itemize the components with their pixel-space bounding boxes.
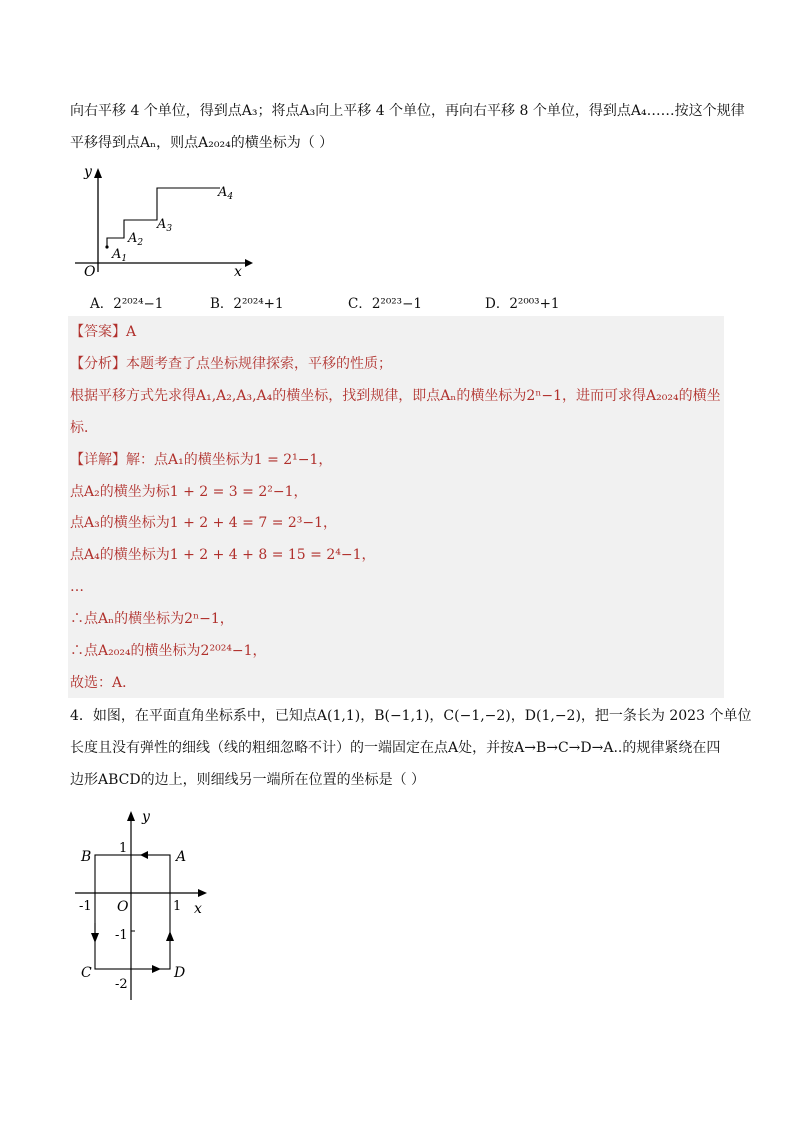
q4-arrow-a-to-b — [140, 851, 148, 859]
q3-staircase-figure — [70, 160, 270, 280]
q4-line-1: 4．如图，在平面直角坐标系中，已知点A(1,1)，B(−1,1)，C(−1,−2)，D(1,−2)，把一条长为 2023 个单位 — [70, 708, 752, 724]
q3-point-a2-label: $A_2$ — [128, 231, 144, 248]
solution-analysis-2: 根据平移方式先求得A₁,A₂,A₃,A₄的横坐标，找到规律，即点Aₙ的横坐标为2ⁿ−1，进而可求得A₂₀₂₄的横坐 — [70, 388, 721, 404]
q3-option-a-expr: 2²⁰²⁴−1 — [113, 296, 164, 312]
q4-y-axis-arrow — [127, 811, 135, 821]
q4-x-axis-arrow — [198, 889, 207, 897]
q4-line-2: 长度且没有弹性的细线（线的粗细忽略不计）的一端固定在点A处，并按A→B→C→D→A..的规律紧绕在四 — [70, 740, 721, 756]
q3-line-2: 平移得到点Aₙ，则点A₂₀₂₄的横坐标为（ ） — [70, 135, 334, 151]
q4-vertex-b-label: B — [81, 849, 92, 865]
q4-arrow-c-to-d — [152, 965, 161, 973]
q3-y-axis-arrow — [94, 168, 102, 178]
q3-line-1: 向右平移 4 个单位，得到点A₃；将点A₃向上平移 4 个单位，再向右平移 8 个单位，得到点A₄……按这个规律 — [70, 103, 745, 119]
q4-tick-label-y-1: 1 — [119, 841, 128, 856]
q4-tick-label-x-1: 1 — [173, 899, 182, 914]
q4-vertex-d-label: D — [174, 965, 186, 981]
q4-y-label: y — [142, 809, 150, 825]
q4-vertex-a-label: A — [176, 849, 187, 865]
q3-point-a4-label: $A_4$ — [218, 185, 234, 202]
solution-detail-4: 点A₄的横坐标为1 + 2 + 4 + 8 = 15 = 2⁴−1， — [70, 547, 376, 563]
q3-x-label: x — [234, 264, 242, 280]
q3-option-c-label: C． — [348, 296, 372, 312]
solution-detail-7: ∴点A₂₀₂₄的横坐标为2²⁰²⁴−1， — [70, 643, 267, 659]
solution-detail-3: 点A₃的横坐标为1 + 2 + 4 = 7 = 2³−1， — [70, 515, 338, 531]
q4-x-label: x — [194, 901, 202, 917]
q3-option-b-expr: 2²⁰²⁴+1 — [233, 296, 284, 312]
q4-rectangle-abcd — [95, 855, 170, 969]
q3-option-d-expr: 2²⁰⁰³+1 — [509, 296, 560, 312]
q4-vertex-c-label: C — [81, 965, 92, 981]
q3-option-a-label: A． — [90, 296, 114, 312]
q4-line-3: 边形ABCD的边上，则细线另一端所在位置的坐标是（ ） — [70, 772, 426, 788]
q3-point-a1-dot — [105, 245, 108, 248]
q4-arrow-d-to-a — [166, 931, 174, 941]
q3-option-a[interactable] — [90, 292, 163, 312]
q4-arrow-b-to-c — [91, 933, 99, 943]
q4-tick-label-x-neg1: -1 — [79, 899, 92, 914]
q3-option-b-label: B． — [210, 296, 234, 312]
solution-detail-6: ∴点Aₙ的横坐标为2ⁿ−1， — [70, 611, 234, 627]
q3-y-label: y — [84, 164, 92, 180]
q4-origin-label: O — [117, 899, 129, 915]
q3-x-axis-arrow — [245, 259, 253, 267]
solution-answer: 【答案】A — [70, 324, 137, 340]
q3-option-d-label: D． — [485, 296, 510, 312]
q4-tick-label-y-neg1: -1 — [115, 928, 128, 943]
q4-tick-label-y-neg2: -2 — [115, 977, 128, 992]
q3-option-d[interactable] — [485, 292, 559, 312]
q3-origin-label: O — [84, 264, 96, 280]
q3-option-c-expr: 2²⁰²³−1 — [371, 296, 422, 312]
q3-option-c[interactable] — [348, 292, 422, 312]
solution-detail-5: … — [70, 579, 84, 595]
q4-quadrilateral-figure — [70, 805, 220, 1005]
q3-point-a3-label: $A_3$ — [157, 217, 173, 234]
solution-detail-1: 【详解】解：点A₁的横坐标为1 = 2¹−1， — [70, 452, 333, 468]
solution-choice: 故选：A． — [70, 675, 137, 691]
solution-analysis-3: 标． — [70, 420, 98, 436]
solution-analysis-1: 【分析】本题考查了点坐标规律探索，平移的性质； — [70, 356, 392, 372]
solution-detail-2: 点A₂的横坐为标1 + 2 = 3 = 2²−1， — [70, 484, 308, 500]
q3-option-b[interactable] — [210, 292, 284, 312]
q3-point-a1-label: $A_1$ — [112, 247, 128, 264]
